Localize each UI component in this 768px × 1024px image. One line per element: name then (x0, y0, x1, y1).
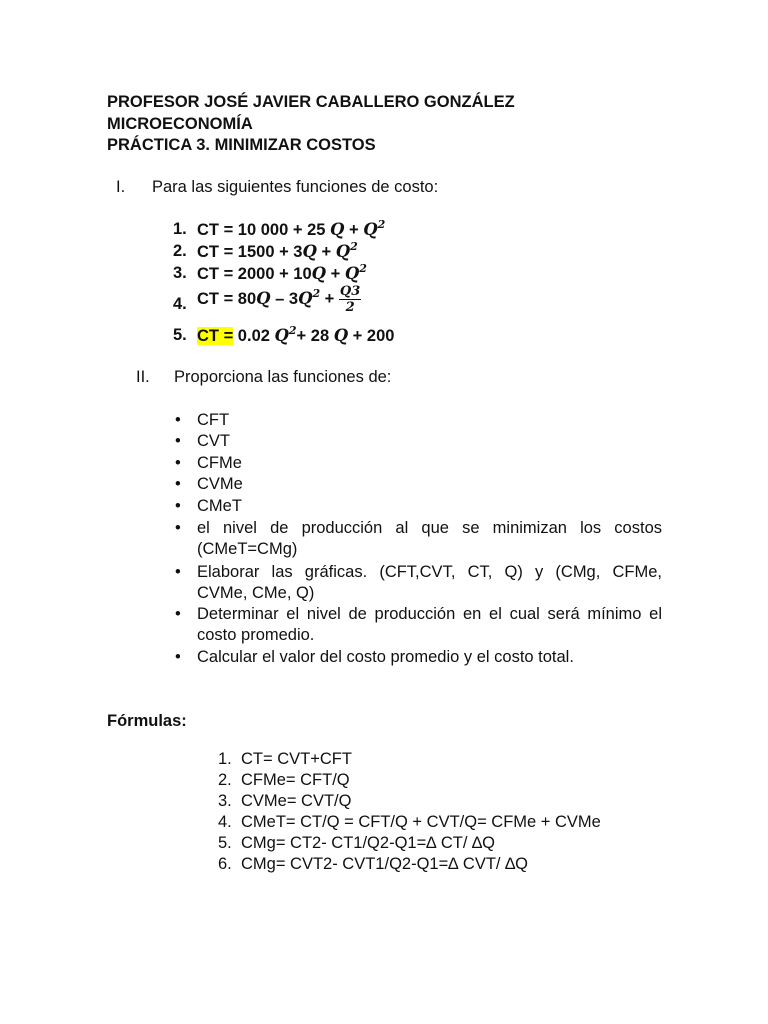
bullet-icon: • (175, 432, 181, 450)
section1-intro: Para las siguientes funciones de costo: (152, 178, 439, 196)
header-practice: PRÁCTICA 3. MINIMIZAR COSTOS (107, 136, 376, 154)
fraction: $\frac{Q3}{2}$ (339, 284, 361, 315)
cost-function-1-number: 1. (173, 220, 187, 238)
cost-function-5-number: 5. (173, 326, 187, 344)
header-course: MICROECONOMÍA (107, 115, 253, 133)
highlighted-text: CT = (197, 327, 234, 345)
section2-intro: Proporciona las funciones de: (174, 368, 392, 386)
header-professor: PROFESOR JOSÉ JAVIER CABALLERO GONZÁLEZ (107, 93, 515, 111)
cost-function-4: CT = $80Q - 3Q^2$ + $\frac{Q3}{2}$ (197, 284, 361, 315)
bullet-icon: • (175, 475, 181, 493)
formula-6: CMg= CVT2- CVT1/Q2-Q1=∆ CVT/ ∆Q (241, 855, 529, 873)
list-item-cvme: CVMe (197, 475, 243, 493)
bullet-icon: • (175, 648, 181, 666)
formula-3-number: 3. (218, 792, 232, 810)
formula-4: CMeT= CT/Q = CFT/Q + CVT/Q= CFMe + CVMe (241, 813, 601, 831)
list-item-cft: CFT (197, 411, 230, 429)
bullet-icon: • (175, 454, 181, 472)
bullet-icon: • (175, 563, 181, 581)
cost-function-3: CT = $2000 + 10Q + Q^2$ (197, 262, 367, 283)
cost-function-2-number: 2. (173, 242, 187, 260)
formula-1-number: 1. (218, 750, 232, 768)
bullet-icon: • (175, 497, 181, 515)
list-item-min-average-cost: Determinar el nivel de producción en el cual será mínimo el (197, 605, 662, 623)
cost-function-1: CT = 10 000 + 25 $Q + Q^2$ (197, 218, 386, 239)
list-item-min-average-cost-cont: costo promedio. (197, 626, 315, 644)
formula-3: CVMe= CVT/Q (241, 792, 352, 810)
section1-numeral: I. (116, 178, 126, 196)
formula-1: CT= CVT+CFT (241, 750, 352, 768)
cost-function-4-number: 4. (173, 295, 187, 313)
formula-5: CMg= CT2- CT1/Q2-Q1=∆ CT/ ∆Q (241, 834, 495, 852)
cost-function-2: CT = $1500 + 3Q + Q^2$ (197, 240, 358, 261)
bullet-icon: • (175, 519, 181, 537)
cost-function-3-number: 3. (173, 264, 187, 282)
formula-6-number: 6. (218, 855, 232, 873)
formula-2-number: 2. (218, 771, 232, 789)
formula-4-number: 4. (218, 813, 232, 831)
list-item-graphs-cont: CVMe, CMe, Q) (197, 584, 315, 602)
formula-2: CFMe= CFT/Q (241, 771, 350, 789)
bullet-icon: • (175, 411, 181, 429)
list-item-cmet: CMeT (197, 497, 242, 515)
list-item-cfme: CFMe (197, 454, 242, 472)
list-item-graphs: Elaborar las gráficas. (CFT,CVT, CT, Q) y (CMg, CFMe, (197, 563, 662, 581)
list-item-cvt: CVT (197, 432, 230, 450)
formulas-heading: Fórmulas: (107, 712, 187, 730)
cost-function-5: CT = 0.02 $Q^2+ 28$ Q + 200 (197, 324, 395, 345)
list-item-calculate: Calcular el valor del costo promedio y el costo total. (197, 648, 574, 666)
list-item-production-level: el nivel de producción al que se minimizan los costos (197, 519, 662, 537)
list-item-production-level-cont: (CMeT=CMg) (197, 540, 298, 558)
section2-numeral: II. (136, 368, 150, 386)
bullet-icon: • (175, 605, 181, 623)
formula-5-number: 5. (218, 834, 232, 852)
